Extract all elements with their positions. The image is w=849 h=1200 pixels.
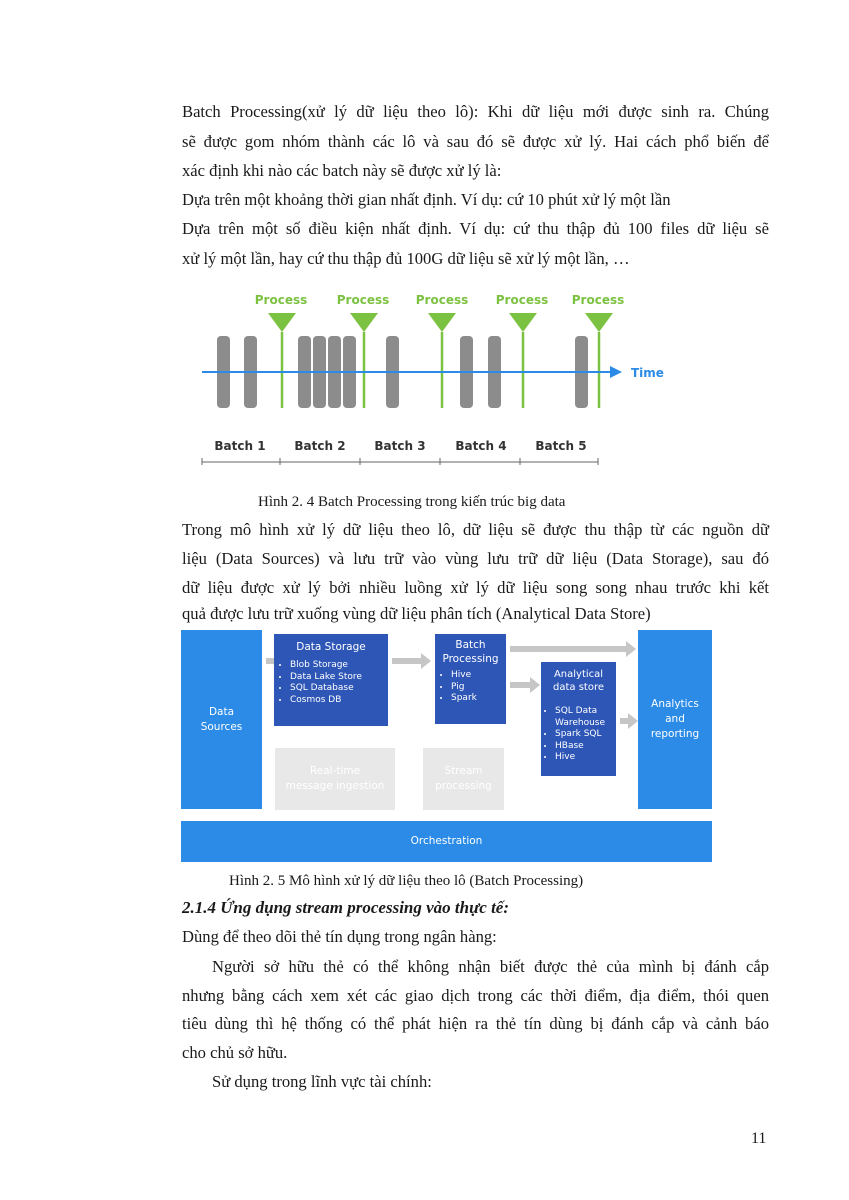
list-item: • Spark [451,693,506,705]
data-storage-box [274,634,388,726]
list-item: • Hive [451,670,506,682]
stream-processing-box [423,748,504,810]
section-heading: 2.1.4 Ứng dụng stream processing vào thực tế: [182,898,510,917]
realtime-label: Real-time message ingestion [285,765,385,792]
paragraph-line: liệu (Data Sources) và lưu trữ vào vùng lưu trữ dữ liệu (Data Storage), sau đó [182,549,769,568]
list-item: • Data Lake Store [290,672,388,684]
data-sources-label: Data Sources [200,705,243,733]
batch-brackets [202,458,598,465]
orchestration-label: Orchestration [410,835,483,847]
paragraph-line: Dựa trên một số điều kiện nhất định. Ví dụ: cứ thu thập đủ 100 files dữ liệu sẽ [182,219,769,238]
process-funnel-icon [428,313,456,332]
flow-arrow [620,718,629,724]
paragraph-line: tiêu dùng thì hệ thống có thể phát hiện ra thẻ tín dùng bị đánh cắp và cảnh báo [182,1014,769,1033]
batch-processing-title: Batch Processing [442,639,499,665]
analytical-store-box [541,662,616,776]
analytics-label: Analytics and reporting [650,698,700,740]
flow-arrow [392,658,422,664]
paragraph-line: dữ liệu được xử lý bởi nhiều luồng xử lý dữ liệu song song nhau trước khi kết [182,578,769,597]
batch-labels [214,439,586,453]
data-sources-box [181,630,262,809]
list-item: • Pig [451,682,506,694]
paragraph-line: Sử dụng trong lĩnh vực tài chính: [212,1072,432,1091]
figure-caption: Hình 2. 5 Mô hình xử lý dữ liệu theo lô (Batch Processing) [229,873,584,889]
process-label: Process [336,293,390,307]
stream-label: Stream processing [435,765,492,792]
batch-label: Batch 2 [294,439,346,453]
figure-caption: Hình 2. 4 Batch Processing trong kiến trúc big data [258,494,566,510]
page-number: 11 [751,1130,767,1147]
paragraph-line: Người sở hữu thẻ có thể không nhận biết được thẻ của mình bị đánh cắp [212,957,769,976]
process-label: Process [254,293,308,307]
paragraph-line: Batch Processing(xử lý dữ liệu theo lô): Khi dữ liệu mới được sinh ra. Chúng [182,102,769,121]
paragraph-line: quả được lưu trữ xuống vùng dữ liệu phân tích (Analytical Data Store) [182,604,651,623]
process-label: Process [495,293,549,307]
paragraph-line: nhưng bằng cách xem xét các giao dịch trong các thời điểm, địa điểm, thói quen [182,986,769,1005]
data-storage-title: Data Storage [296,641,366,653]
batch-label: Batch 3 [374,439,426,453]
batch-label: Batch 1 [214,439,266,453]
process-label: Process [415,293,469,307]
time-arrow-icon [610,366,622,378]
list-item: • Cosmos DB [290,695,388,707]
batch-processing-box [435,634,506,724]
analytical-store-list [541,706,616,764]
orchestration-bar [181,821,712,862]
list-item: • Hive [555,752,616,764]
list-item: • SQL Database [290,683,388,695]
realtime-ingestion-box [275,748,395,810]
analytical-store-title: Analytical data store [553,669,604,693]
paragraph-line: sẽ được gom nhóm thành các lô và sau đó sẽ được xử lý. Hai cách phổ biến để [182,132,769,151]
list-item: • HBase [555,741,616,753]
time-label: Time [631,366,664,380]
paragraph-line: cho chủ sở hữu. [182,1043,288,1062]
flow-arrow [510,682,531,688]
paragraph-line: xác định khi nào các batch này sẽ được xử lý là: [182,161,502,180]
batch-processing-figure [200,288,670,468]
flow-arrow [510,646,627,652]
process-funnel-icon [585,313,613,332]
paragraph-line: Trong mô hình xử lý dữ liệu theo lô, dữ liệu sẽ được thu thập từ các nguồn dữ [182,520,769,539]
list-item: • Blob Storage [290,660,388,672]
analytics-box [638,630,712,809]
process-funnel-icon [350,313,378,332]
batch-processing-list [435,670,506,705]
paragraph-line: Dựa trên một khoảng thời gian nhất định. Ví dụ: cứ 10 phút xử lý một lần [182,190,671,209]
data-storage-list [274,660,388,706]
list-item: • SQL Data Warehouse [555,706,616,729]
paragraph-line: xử lý một lần, hay cứ thu thập đủ 100G dữ liệu sẽ xử lý một lần, … [182,249,630,268]
process-label: Process [571,293,625,307]
list-item: • Spark SQL [555,729,616,741]
paragraph-line: Dùng để theo dõi thẻ tín dụng trong ngân hàng: [182,927,497,946]
process-funnel-icon [509,313,537,332]
batch-label: Batch 5 [535,439,587,453]
process-funnel-icon [268,313,296,332]
batch-label: Batch 4 [455,439,507,453]
batch-architecture-figure [181,630,712,862]
